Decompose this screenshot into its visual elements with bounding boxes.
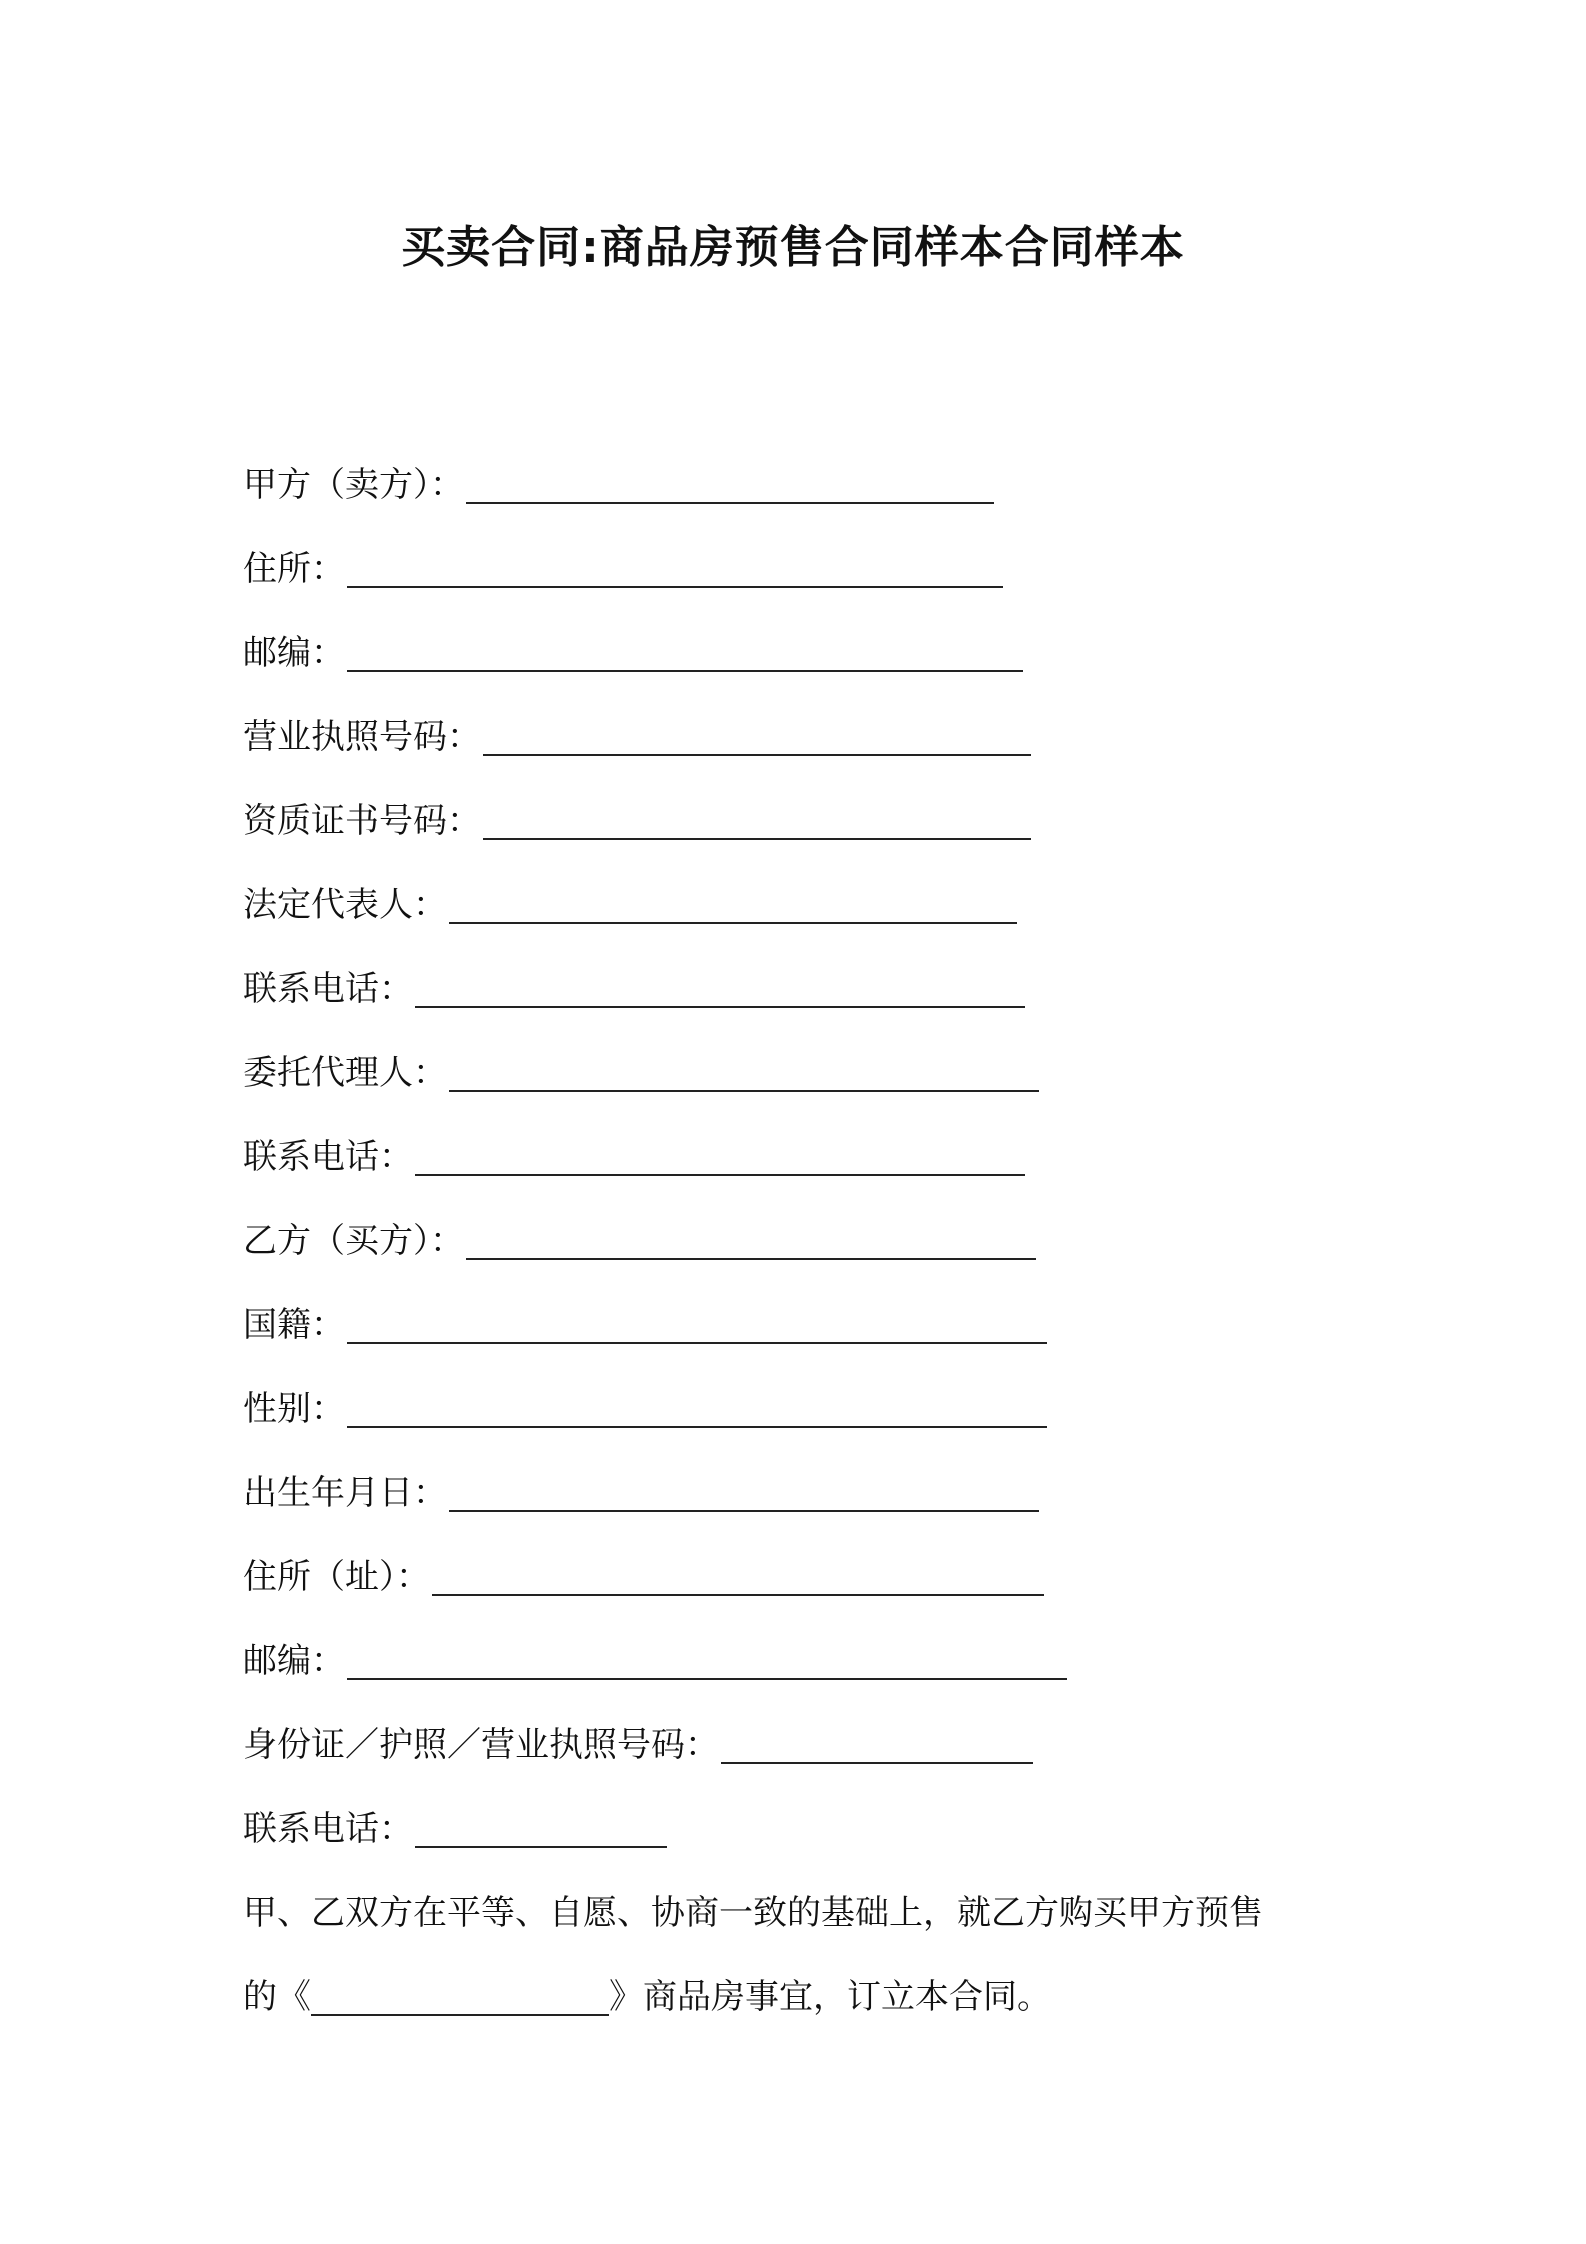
field-label: 乙方（买方）： [243, 1221, 464, 1261]
field-buyer-address [243, 1552, 1044, 1602]
field-label: 住所（址）： [243, 1557, 430, 1597]
blank-line[interactable] [415, 968, 1025, 1008]
blank-line[interactable] [432, 1556, 1044, 1596]
field-seller-phone [243, 964, 1025, 1014]
blank-line[interactable] [466, 464, 994, 504]
field-label: 性别： [243, 1389, 345, 1429]
document-title: 买卖合同:商品房预售合同样本合同样本 [401, 222, 1185, 273]
field-gender [243, 1384, 1047, 1434]
field-qualification-cert [243, 796, 1031, 846]
blank-line[interactable] [449, 884, 1017, 924]
field-label: 联系电话： [243, 969, 413, 1009]
field-seller-address [243, 544, 1003, 594]
paragraph-text: 甲、乙双方在平等、自愿、协商一致的基础上，就乙方购买甲方预售 [243, 1893, 1263, 1933]
field-label: 法定代表人： [243, 885, 447, 925]
blank-line[interactable] [449, 1472, 1039, 1512]
field-label: 甲方（卖方）： [243, 465, 464, 505]
paragraph-text-prefix: 的《 [243, 1977, 311, 2017]
field-label: 资质证书号码： [243, 801, 481, 841]
field-agent [243, 1048, 1039, 1098]
field-seller [243, 460, 994, 510]
field-agent-phone [243, 1132, 1025, 1182]
field-buyer-phone [243, 1804, 667, 1854]
field-label: 邮编： [243, 633, 345, 673]
field-birth-date [243, 1468, 1039, 1518]
blank-line[interactable] [483, 800, 1031, 840]
field-label: 委托代理人： [243, 1053, 447, 1093]
project-name-blank[interactable] [311, 1976, 609, 2016]
blank-line[interactable] [483, 716, 1031, 756]
blank-line[interactable] [347, 1388, 1047, 1428]
field-label: 联系电话： [243, 1137, 413, 1177]
field-legal-representative [243, 880, 1017, 930]
field-label: 身份证／护照／营业执照号码： [243, 1725, 719, 1765]
agreement-paragraph-line2 [243, 1972, 1051, 2022]
field-label: 联系电话： [243, 1809, 413, 1849]
field-nationality [243, 1300, 1047, 1350]
blank-line[interactable] [347, 548, 1003, 588]
blank-line[interactable] [347, 1304, 1047, 1344]
field-business-license [243, 712, 1031, 762]
blank-line[interactable] [347, 632, 1023, 672]
blank-line[interactable] [721, 1724, 1033, 1764]
blank-line[interactable] [449, 1052, 1039, 1092]
agreement-paragraph-line1 [243, 1888, 1263, 1938]
blank-line[interactable] [415, 1136, 1025, 1176]
field-buyer [243, 1216, 1036, 1266]
field-id-number [243, 1720, 1033, 1770]
field-label: 国籍： [243, 1305, 345, 1345]
blank-line[interactable] [347, 1640, 1067, 1680]
field-label: 营业执照号码： [243, 717, 481, 757]
field-label: 出生年月日： [243, 1473, 447, 1513]
field-label: 住所： [243, 549, 345, 589]
field-seller-postcode [243, 628, 1023, 678]
blank-line[interactable] [466, 1220, 1036, 1260]
field-label: 邮编： [243, 1641, 345, 1681]
field-buyer-postcode [243, 1636, 1067, 1686]
paragraph-text-suffix: 》商品房事宜，订立本合同。 [609, 1977, 1051, 2017]
blank-line[interactable] [415, 1808, 667, 1848]
